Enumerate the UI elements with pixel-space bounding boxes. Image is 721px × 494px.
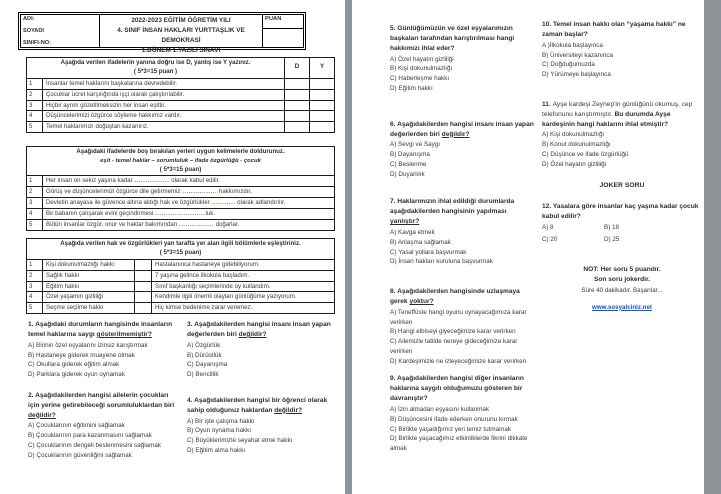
match-answer-box[interactable] bbox=[135, 303, 152, 314]
col-y-header: Y bbox=[310, 58, 335, 79]
page-right-margin bbox=[704, 0, 721, 494]
exam-title-line1: 2022-2023 EĞİTİM ÖĞRETİM YILI bbox=[131, 17, 231, 24]
question-7: 7. Haklarımızın ihlal edildiği durumlarda aşağıdakilerden hangisinin yapılması yanlıştır? A) Kavga etmek B) Anlaşma sağlamak C) Yasal yollara başvurmak D) İnsan hakları kuruluna başvurmak bbox=[390, 197, 536, 267]
option: D) Duyarlılık bbox=[390, 170, 425, 178]
table-row: 2 Çocuklar ücret karşılığında işçi olarak çalıştırılabilir. bbox=[27, 89, 335, 100]
question-column-1 bbox=[28, 320, 180, 460]
option: D) Çocuklarının güvenliğini sağlamak bbox=[28, 451, 132, 459]
option: C) Büyüklerimizle seyahat etme hakkı bbox=[187, 437, 293, 445]
option: C) Beslenme bbox=[390, 160, 427, 168]
option: C) Haberleşme hakkı bbox=[390, 75, 450, 83]
dy-answer-cell-d[interactable] bbox=[285, 111, 310, 122]
note-line-3: Süre 40 dakikadır. Başarılar... bbox=[581, 286, 663, 294]
match-left: Eğitim hakkı bbox=[43, 281, 135, 292]
fill-title-cell: Aşağıdaki ifadelerde boş bırakılan yerleri uygun kelimelerle doldurunuz. eşit - temel haklar – sorumluluk – ifade özgürlüğü - çocuk ( 5*3=15 puan) bbox=[27, 147, 335, 176]
option: B) Dayanışma bbox=[390, 151, 430, 159]
table-row: 1 İnsanlar temel haklarını başkalarına devredebilir. bbox=[27, 78, 335, 89]
option: B) Kişi dokunulmazlığı bbox=[390, 65, 453, 73]
table-row: 5 Seçme seçilme hakkı Hiç kimse bedenime zarar veremez. bbox=[27, 303, 335, 314]
fill-sentence: Bütün insanlar özgür, onur ve haklar bakımından ................ doğarlar. bbox=[43, 220, 335, 231]
statement: Çocuklar ücret karşılığında işçi olarak çalıştırılabilir. bbox=[43, 89, 285, 100]
statement: Temel haklarımızı doğuştan kazanırız. bbox=[43, 122, 285, 133]
table-row: 4 Bir babanın çalışarak evini geçindirmesi .......................luk. bbox=[27, 209, 335, 220]
match-left: Özel yaşamın gizliliği bbox=[43, 292, 135, 303]
question-column-2 bbox=[187, 320, 343, 456]
website-link[interactable]: www.sosyalciniz.net bbox=[592, 303, 652, 311]
match-answer-box[interactable] bbox=[135, 281, 152, 292]
match-title-cell: Aşağıda verilen hak ve özgürlükleri yan tarafta yer alan ilgili bölümlerle eşleştiriniz. ( 5*3=15 puan) bbox=[27, 239, 335, 260]
match-right: 7 yaşına gelince ilkokula başladım. bbox=[152, 270, 335, 281]
match-answer-box[interactable] bbox=[135, 259, 152, 270]
statement: Hiçbir ayrım gözetilmeksizin her insan eşittir. bbox=[43, 100, 285, 111]
question-12: 12. Yasalara göre insanlar kaç yaşına kadar çocuk kabul edilir? A) 8 B) 18 C) 20 D) 25 bbox=[542, 202, 702, 244]
option: A) Kişi dokunulmazlığı bbox=[542, 131, 605, 139]
option: A) Teneffüste hangi oyunu oynayacağımıza karar verirken bbox=[390, 308, 527, 326]
matching-table bbox=[26, 238, 335, 314]
table-row: 4 Özel yaşamın gizliliği Kendimle ilgili önemli olayları günlüğüme yazıyorum. bbox=[27, 292, 335, 303]
question-4: 4. Aşağıdakilerden hangisi bir öğrenci olarak sahip olduğunuz haklardan değildir? A) Bir işte çalışma hakkı B) Oyun oynama hakkı C) Büyüklerimizle seyahat etme hakkı D) Eğitim alma hakkı bbox=[187, 396, 343, 456]
table-row: 3 Eğitim hakkı Sınıf başkanlığı seçimlerinde oy kullandım. bbox=[27, 281, 335, 292]
option: B) 18 bbox=[604, 224, 620, 232]
score-cell bbox=[263, 15, 303, 47]
exam-title bbox=[100, 15, 263, 54]
option: C) 20 bbox=[542, 235, 558, 243]
note-line-1: NOT: Her soru 5 puandır. bbox=[583, 265, 661, 273]
dy-answer-cell-d[interactable] bbox=[285, 100, 310, 111]
option: A) Bir işte çalışma hakkı bbox=[187, 417, 255, 425]
exam-title-line3: 1.DÖNEM 1.YAZILI SINAVI bbox=[141, 46, 221, 54]
question-3: 3. Aşağıdakilerden hangisi insanı insan yapan değerlerden biri değildir? A) Özgürlük B) Dürüstlük C) Dayanışma D) Bencillik bbox=[187, 320, 343, 380]
option: B) Düşüncesini ifade ederken onurunu kırmak bbox=[390, 415, 518, 423]
word-bank: eşit - temel haklar – sorumluluk – ifade özgürlüğü - çocuk bbox=[100, 157, 261, 164]
score-box[interactable] bbox=[263, 28, 303, 47]
option: C) Okullara giderek eğitim almak bbox=[28, 361, 120, 369]
exam-note bbox=[542, 265, 702, 314]
option: C) Birlikte yaşadığımız yeri temiz tutmamak bbox=[390, 425, 512, 433]
table-row: 1 Kişi dokunulmazlığı hakkı Hastalanınca hastaneye gidebiliyorum. bbox=[27, 259, 335, 270]
option: C) Dayanışma bbox=[187, 361, 228, 369]
dy-answer-cell-y[interactable] bbox=[310, 89, 335, 100]
question-5: 5. Günlüğümüzün ve özel eşyalarımızın başkaları tarafından karıştırılması hangi hakkımızı ihlal eder? A) Özel hayatın gizliliği B) Kişi dokunulmazlığı C) Haberleşme hakkı D) Eğitim hakkı bbox=[390, 24, 536, 94]
surname-label: SOYADI bbox=[23, 28, 44, 34]
fill-sentence: Görüş ve düşüncelerimizi özgürce dile getirmemiz ................ hakkımızdır. bbox=[43, 187, 335, 198]
option: C) Yasal yollara başvurmak bbox=[390, 248, 467, 256]
answer-blank[interactable]: ................ bbox=[182, 188, 218, 196]
fill-sentence: Devletin anayasa ile güvence altına aldığı hak ve özgürlükler ........... olarak adlandırılır. bbox=[43, 198, 335, 209]
option: B) Oyun oynama hakkı bbox=[187, 427, 252, 435]
table-row: 4 Düşüncelerimizi özgürce söyleme hakkımız vardır. bbox=[27, 111, 335, 122]
dy-answer-cell-y[interactable] bbox=[310, 111, 335, 122]
answer-blank[interactable]: ................ bbox=[134, 177, 170, 185]
col-d-header: D bbox=[285, 58, 310, 79]
match-right: Hastalanınca hastaneye gidebiliyorum. bbox=[152, 259, 335, 270]
question-column-4 bbox=[542, 20, 702, 314]
name-label: ADI: bbox=[23, 16, 35, 22]
option: D) Özel hayatın gizliliği bbox=[542, 160, 607, 168]
dy-answer-cell-y[interactable] bbox=[310, 100, 335, 111]
option: D) 25 bbox=[604, 235, 620, 243]
match-right: Hiç kimse bedenime zarar veremez. bbox=[152, 303, 335, 314]
option: D) Yürümeye başlayınca bbox=[542, 71, 611, 79]
fill-blanks-table bbox=[26, 146, 335, 231]
option: D) Birlikte yaşacağımız etkinliklerde fikrini dikkate almak bbox=[390, 435, 528, 453]
table-row: 1 Her insan on sekiz yaşına kadar ................ olarak kabul edilir. bbox=[27, 176, 335, 187]
dy-answer-cell-d[interactable] bbox=[285, 122, 310, 133]
dy-answer-cell-d[interactable] bbox=[285, 78, 310, 89]
table-row: 5 Bütün insanlar özgür, onur ve haklar bakımından ................ doğarlar. bbox=[27, 220, 335, 231]
table-header-row bbox=[27, 239, 335, 260]
table-row: 3 Hiçbir ayrım gözetilmeksizin her insan eşittir. bbox=[27, 100, 335, 111]
option: B) Konut dokunulmazlığı bbox=[542, 141, 611, 149]
option: A) Sevgi ve Saygı bbox=[390, 141, 441, 149]
question-10: 10. Temel insan hakkı olan “yaşama hakkı” ne zaman başlar? A )İlkokula başlayınca B) Üniversiteyi kazanınca C) Doğduğumuzda D) Yürümeye başlayınca bbox=[542, 20, 702, 80]
statement: Düşüncelerimizi özgürce söyleme hakkımız vardır. bbox=[43, 111, 285, 122]
fill-sentence: Her insan on sekiz yaşına kadar ................ olarak kabul edilir. bbox=[43, 176, 335, 187]
match-right: Sınıf başkanlığı seçimlerinde oy kullandım. bbox=[152, 281, 335, 292]
match-left: Sağlık hakkı bbox=[43, 270, 135, 281]
match-answer-box[interactable] bbox=[135, 270, 152, 281]
note-line-2: Son soru jokerdir. bbox=[593, 276, 651, 284]
question-2: 2. Aşağıdakilerden hangisi ailelerin çocukları için yerine getirebileceği sorumluluklardan biri değildir? A) Çocuklarının eğitimini sağlamak B) Çocuklarının para kazanmasını sağlamak C) Çocuklarının dengeli beslenmesini sağlamak D) Çocuklarının güvenliğini sağlamak bbox=[28, 391, 180, 461]
table-row: 2 Görüş ve düşüncelerimizi özgürce dile getirmemiz ................ hakkımızdır. bbox=[27, 187, 335, 198]
option: C) Ailemizle tatilde nereye gideceğimize karar verirken bbox=[390, 338, 518, 355]
option: D) Eğitim hakkı bbox=[390, 84, 433, 92]
option: B) Hangi elbiseyi giyeceğimize karar verirken bbox=[390, 328, 516, 336]
option: B) Üniversiteyi kazanınca bbox=[542, 51, 614, 59]
exam-header-table bbox=[18, 12, 306, 54]
option: C) Doğduğumuzda bbox=[542, 61, 595, 69]
answer-blank[interactable]: ........... bbox=[211, 199, 236, 207]
option: D) Bencillik bbox=[187, 371, 219, 379]
option: A) Kavga etmek bbox=[390, 229, 435, 237]
score-label: PUAN bbox=[265, 16, 282, 22]
option: C) Çocuklarının dengeli beslenmesini sağlamak bbox=[28, 441, 162, 449]
fill-sentence: Bir babanın çalışarak evini geçindirmesi .......................luk. bbox=[43, 209, 335, 220]
option: A) Çocuklarının eğitimini sağlamak bbox=[28, 422, 125, 430]
match-answer-box[interactable] bbox=[135, 292, 152, 303]
exam-title-line2: 4. SINIF İNSAN HAKLARI YURTTAŞLIK VE DEMOKRASİ bbox=[117, 26, 245, 44]
dy-answer-cell-d[interactable] bbox=[285, 89, 310, 100]
dy-answer-cell-y[interactable] bbox=[310, 122, 335, 133]
dy-answer-cell-y[interactable] bbox=[310, 78, 335, 89]
option: D) Parklara giderek oyun oynamak bbox=[28, 371, 125, 379]
statement: İnsanlar temel haklarını başkalarına devredebilir. bbox=[43, 78, 285, 89]
dy-title-cell: Aşağıda verilen ifadelerin yanına doğru ise D, yanlış ise Y yazınız. ( 5*3=15 puan ) bbox=[27, 58, 285, 79]
option: A) Özgürlük bbox=[187, 341, 221, 349]
table-row: 2 Sağlık hakkı 7 yaşına gelince ilkokula başladım. bbox=[27, 270, 335, 281]
question-8: 8. Aşağıdakilerden hangisinde uzlaşmaya gerek yoktur? A) Teneffüste hangi oyunu oynayacağımıza karar verirken B) Hangi elbiseyi giyeceğimize karar verirken C) Ailemizle tatilde nereye gideceğimize karar verirken D) Kardeşimizle ne izleyeceğimize karar verirken bbox=[390, 287, 536, 366]
option: A )İlkokula başlayınca bbox=[542, 41, 603, 49]
table-header-row bbox=[27, 147, 335, 176]
student-info-cell bbox=[21, 15, 100, 47]
class-number-label: SINIFI-NO: bbox=[23, 40, 51, 46]
option: A) Birinin özel eşyalarını izinsiz karıştırmak bbox=[28, 341, 148, 349]
question-11: 11. Ayşe kardeşi Zeynep'in günlüğünü okumuş, cep telefonunu karıştırmıştır. Bu durumda Ayşe kardeşinin hangi haklarını ihlal etmiştir? A) Kişi dokunulmazlığı B) Konut dokunulmazlığı C) Düşünce ve ifade özgürlüğü D) Özel hayatın gizliliği bbox=[542, 100, 702, 170]
option: B) Dürüstlük bbox=[187, 351, 222, 359]
match-left: Seçme seçilme hakkı bbox=[43, 303, 135, 314]
option: B) Anlaşma sağlamak bbox=[390, 238, 451, 246]
option: A) Özel hayatın gizliliği bbox=[390, 55, 454, 63]
answer-blank[interactable]: ................ bbox=[178, 221, 214, 229]
table-header-row bbox=[27, 58, 335, 79]
true-false-table bbox=[26, 57, 335, 133]
match-right: Kendimle ilgili önemli olayları günlüğüme yazıyorum. bbox=[152, 292, 335, 303]
option: A) İzin almadan eşyasını kullanmak bbox=[390, 406, 490, 414]
joker-section-heading: JOKER SORU bbox=[599, 182, 645, 190]
option: D) Kardeşimizle ne izleyeceğimize karar verirken bbox=[390, 357, 527, 365]
page-gap-divider bbox=[345, 0, 352, 494]
answer-blank[interactable]: ....................... bbox=[155, 210, 206, 218]
option: B) Çocuklarının para kazanmasını sağlamak bbox=[28, 432, 152, 440]
match-left: Kişi dokunulmazlığı hakkı bbox=[43, 259, 135, 270]
table-row: 5 Temel haklarımızı doğuştan kazanırız. bbox=[27, 122, 335, 133]
option: D) Eğitim alma hakkı bbox=[187, 446, 246, 454]
option: B) Hastaneye giderek muayene olmak bbox=[28, 351, 135, 359]
option: D) İnsan hakları kuruluna başvurmak bbox=[390, 258, 493, 266]
option: A) 8 bbox=[542, 224, 554, 232]
question-9: 9. Aşağıdakilerden hangisi diğer insanların haklarına saygılı olduğumuzu gösteren bir davranıştır? A) İzin almadan eşyasını kullanmak B) Düşüncesini ifade ederken onurunu kırmak C) Birlikte yaşadığımız yeri temiz tutmamak D) Birlikte yaşacağımız etkinliklerde fikrini dikkate almak bbox=[390, 374, 536, 453]
table-row: 3 Devletin anayasa ile güvence altına aldığı hak ve özgürlükler ........... olarak adlandırılır. bbox=[27, 198, 335, 209]
question-6: 6. Aşağıdakilerden hangisi insanı insan yapan değerlerden biri değildir? A) Sevgi ve Saygı B) Dayanışma C) Beslenme D) Duyarlılık bbox=[390, 120, 536, 180]
question-column-3 bbox=[390, 24, 536, 454]
option: C) Düşünce ve ifade özgürlüğü bbox=[542, 150, 629, 158]
question-1: 1. Aşağıdaki durumların hangisinde insanların temel haklarına saygı gösterilmemiştir? A) Birinin özel eşyalarını izinsiz karıştırmak B) Hastaneye giderek muayene olmak C) Okullara giderek eğitim almak D) Parklara giderek oyun oynamak bbox=[28, 320, 180, 380]
